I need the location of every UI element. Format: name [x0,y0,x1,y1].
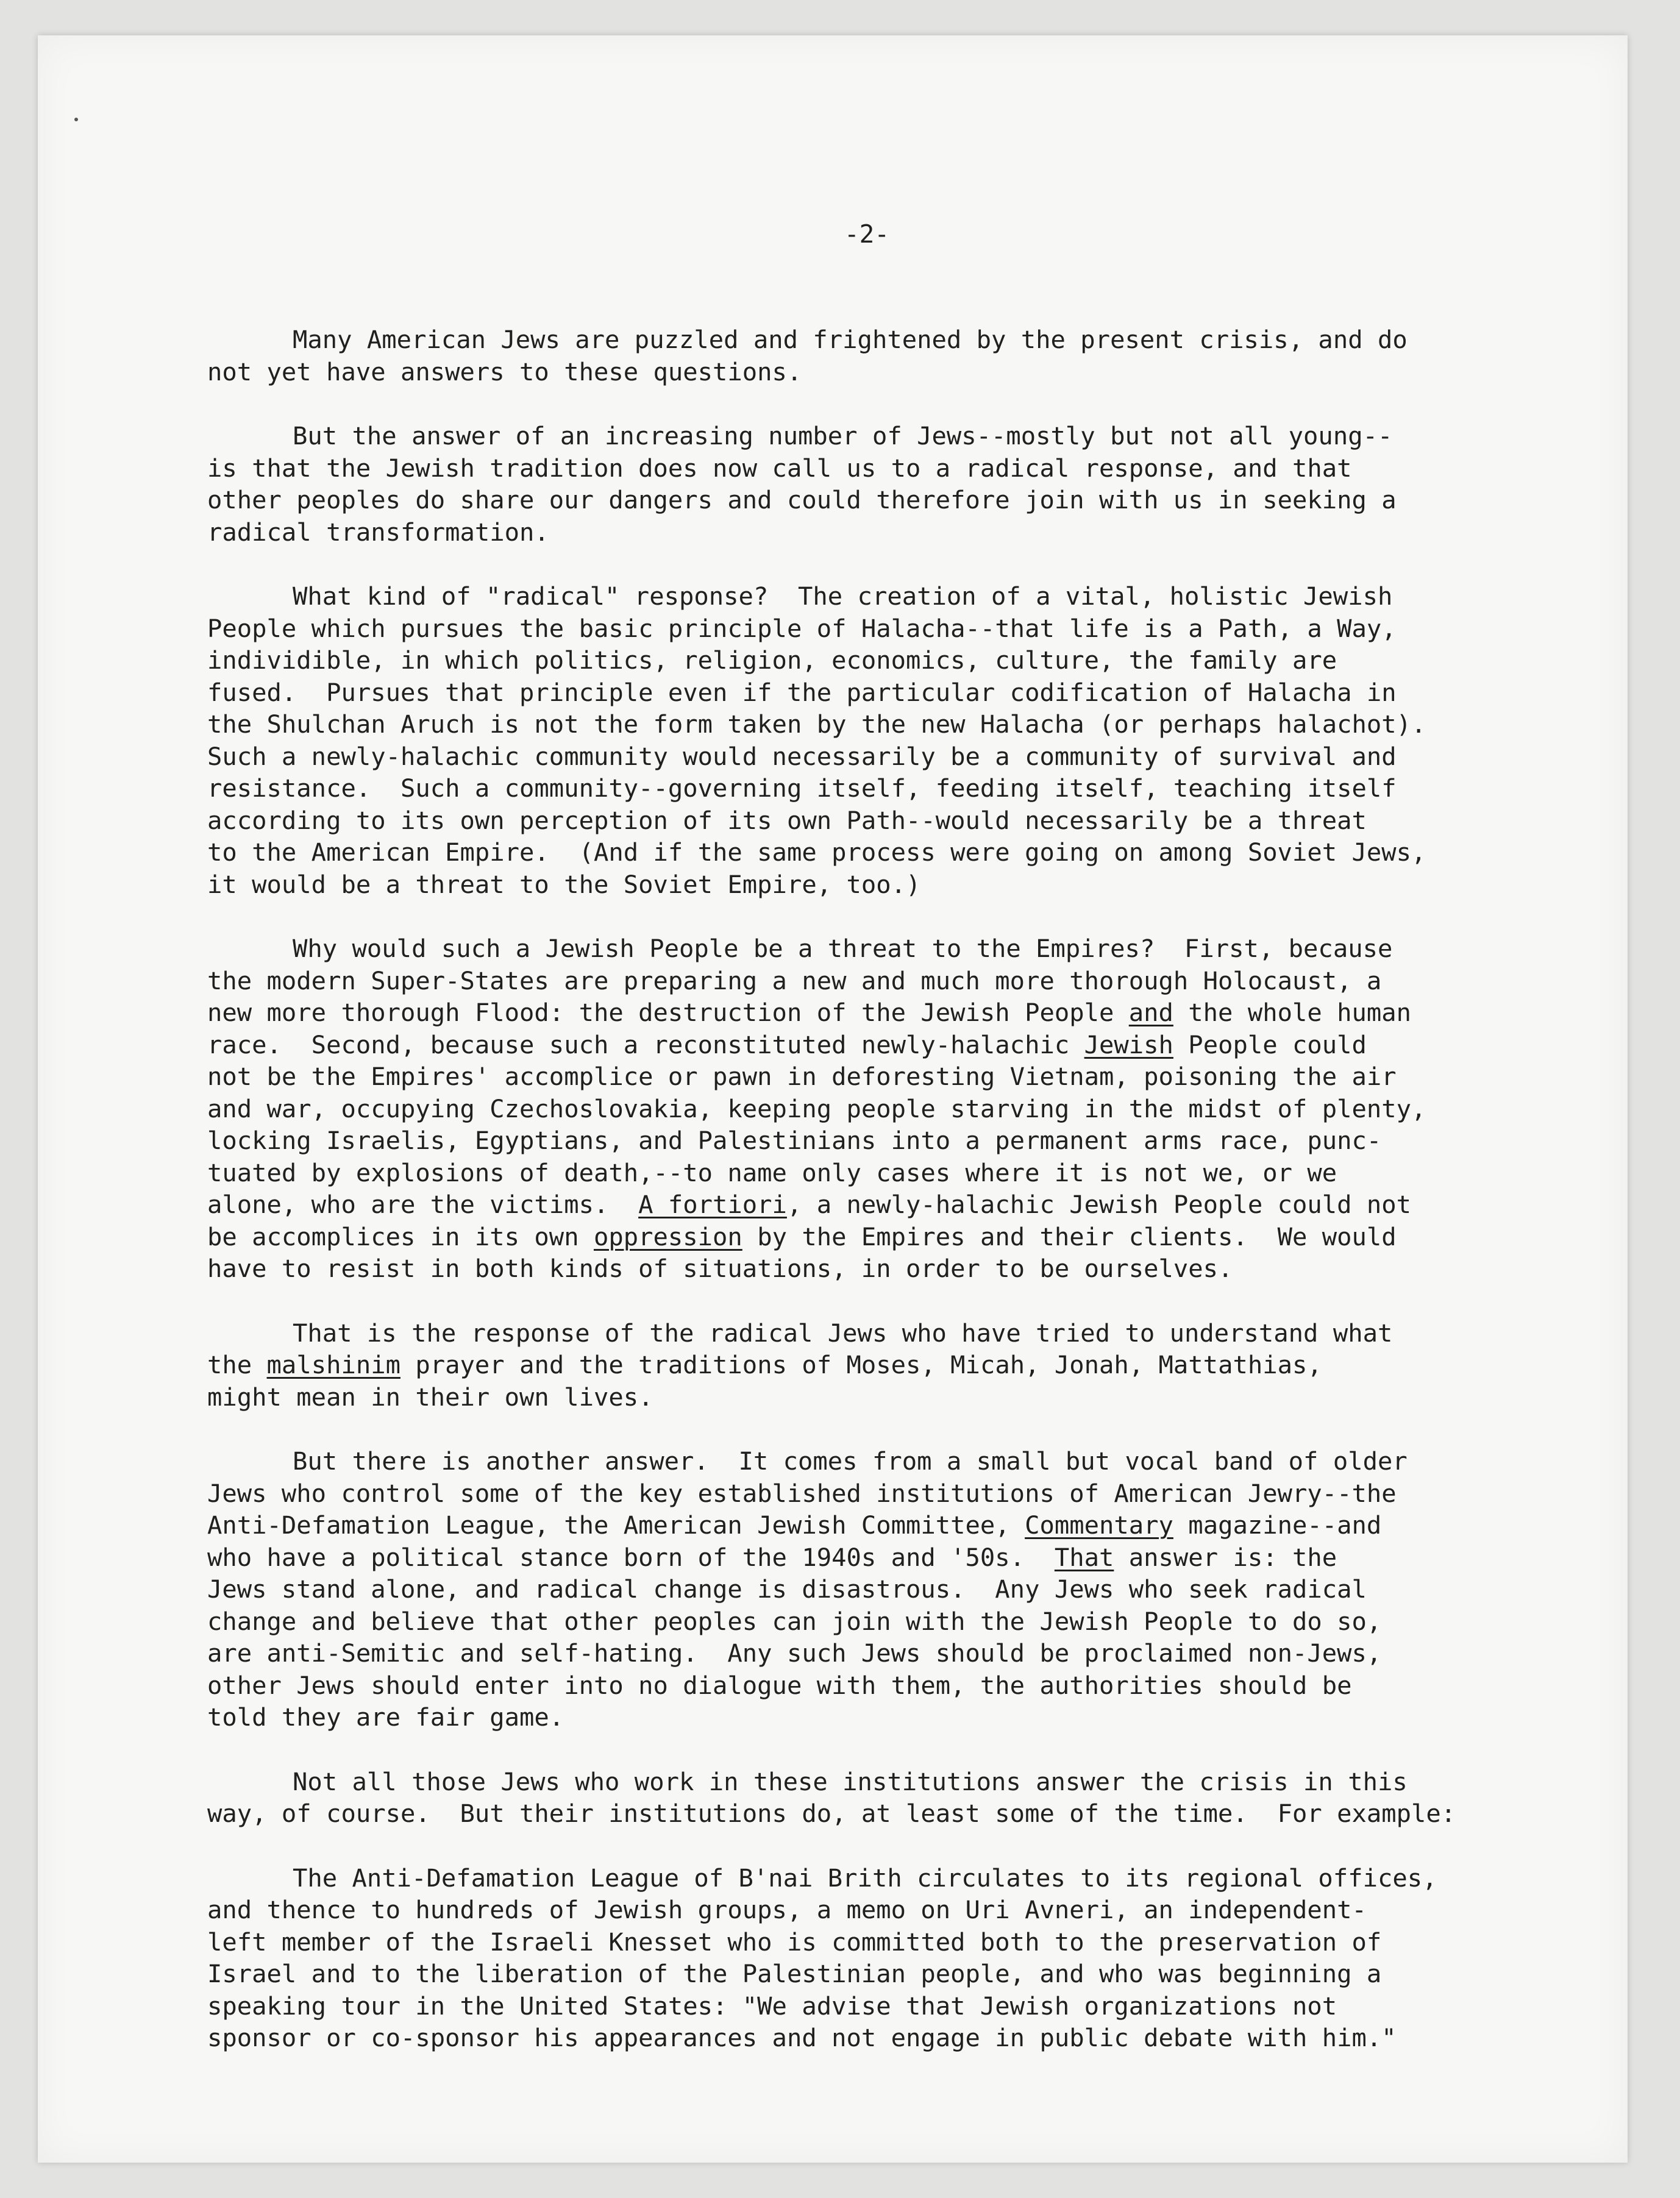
text-line [207,965,1585,997]
text-line [207,1701,1585,1734]
text-line [207,1189,1585,1221]
text-run: speaking tour in the United States: "We advise that Jewish organizations not [207,1991,1337,2021]
text-line [207,1221,1585,1253]
text-run: according to its own perception of its own Path--would necessarily be a threat [207,805,1367,835]
text-line [207,1253,1585,1285]
text-run: be accomplices in its own [207,1222,594,1251]
underlined-text: Commentary [1025,1510,1173,1540]
text-line [207,1990,1585,2022]
text-run: Anti-Defamation League, the American Jewish Committee, [207,1510,1025,1540]
text-run: Israel and to the liberation of the Palestinian people, and who was beginning a [207,1959,1382,1988]
text-run: way, of course. But their institutions do, at least some of the time. For example: [207,1799,1456,1828]
text-line [207,516,1585,549]
text-line [207,741,1585,773]
text-run: the [207,1350,267,1379]
paragraph [207,1317,1585,1414]
text-run: other Jews should enter into no dialogue with them, the authorities should be [207,1670,1352,1700]
text-run: Many American Jews are puzzled and frightened by the present crisis, and do [293,325,1408,354]
text-run: to the American Empire. (And if the same process were going on among Soviet Jews, [207,838,1426,867]
underlined-text: oppression [593,1222,742,1251]
text-run: resistance. Such a community--governing itself, feeding itself, teaching itself [207,774,1397,803]
underlined-text: That [1054,1542,1114,1572]
text-line [207,997,1585,1029]
text-line [207,1926,1585,1958]
text-run: radical transformation. [207,517,549,547]
text-run: the modern Super-States are preparing a new and much more thorough Holocaust, a [207,966,1382,995]
text-run: magazine--and [1173,1510,1382,1540]
text-run: might mean in their own lives. [207,1382,653,1412]
ink-speck [74,118,78,121]
paragraph [207,324,1585,388]
text-line [207,772,1585,805]
underlined-text: A fortiori [638,1190,787,1219]
text-run: prayer and the traditions of Moses, Micah, Jonah, Mattathias, [400,1350,1322,1379]
text-line [207,1606,1585,1638]
text-run: Jews stand alone, and radical change is disastrous. Any Jews who seek radical [207,1574,1367,1604]
text-line [207,1029,1585,1061]
text-line [207,1862,1585,1894]
text-run: is that the Jewish tradition does now call us to a radical response, and that [207,453,1352,483]
text-line [207,1958,1585,1990]
text-run: That is the response of the radical Jews who have tried to understand what [293,1318,1393,1348]
text-line [207,1798,1585,1830]
text-line [207,644,1585,677]
text-line [207,1573,1585,1606]
text-run: by the Empires and their clients. We would [742,1222,1397,1251]
text-run: it would be a threat to the Soviet Empire, too.) [207,869,921,899]
text-line [207,1317,1585,1350]
text-run: new more thorough Flood: the destruction of the Jewish People [207,998,1129,1027]
paragraph [207,1445,1585,1734]
text-line [207,1637,1585,1670]
text-run: sponsor or co-sponsor his appearances and not engage in public debate with him." [207,2023,1397,2052]
text-run: locking Israelis, Egyptians, and Palestinians into a permanent arms race, punc- [207,1126,1382,1155]
text-run: People could [1173,1030,1367,1059]
text-line [207,805,1585,837]
text-line [207,1509,1585,1542]
text-run: the Shulchan Aruch is not the form taken by the new Halacha (or perhaps halachot). [207,710,1426,739]
text-line [207,484,1585,516]
text-line [207,836,1585,869]
paragraph [207,1766,1585,1830]
text-run: and war, occupying Czechoslovakia, keeping people starving in the midst of plenty, [207,1094,1426,1123]
text-run: But the answer of an increasing number of Jews--mostly but not all young-- [293,421,1393,450]
text-run: who have a political stance born of the 1940s and '50s. [207,1542,1055,1572]
text-run: fused. Pursues that principle even if the particular codification of Halacha in [207,677,1397,707]
text-line [207,324,1585,356]
text-line [207,580,1585,613]
text-line [207,613,1585,645]
text-run: Such a newly-halachic community would necessarily be a community of survival and [207,741,1397,771]
text-run: and thence to hundreds of Jewish groups, a memo on Uri Avneri, an independent- [207,1895,1367,1924]
text-run: individible, in which politics, religion, economics, culture, the family are [207,646,1337,675]
text-line [207,708,1585,741]
paragraph [207,420,1585,548]
text-run: Jews who control some of the key established institutions of American Jewry--the [207,1478,1397,1508]
text-run: But there is another answer. It comes from a small but vocal band of older [293,1446,1408,1476]
text-line [207,869,1585,901]
text-run: left member of the Israeli Knesset who is committed both to the preservation of [207,1927,1382,1957]
text-run: the whole human [1173,998,1412,1027]
text-line [207,1542,1585,1574]
document-body [207,324,1585,2086]
text-run: alone, who are the victims. [207,1190,639,1219]
text-line [207,1381,1585,1414]
text-line [207,1478,1585,1510]
text-line [207,452,1585,485]
text-run: tuated by explosions of death,--to name only cases where it is not we, or we [207,1158,1337,1187]
text-run: The Anti-Defamation League of B'nai Brith circulates to its regional offices, [293,1863,1437,1893]
text-run: not be the Empires' accomplice or pawn in deforesting Vietnam, poisoning the air [207,1062,1397,1091]
paragraph [207,1862,1585,2054]
underlined-text: Jewish [1084,1030,1173,1059]
text-run: Why would such a Jewish People be a threat to the Empires? First, because [293,934,1393,963]
text-line [207,1349,1585,1381]
text-line [207,1766,1585,1798]
text-run: are anti-Semitic and self-hating. Any such Jews should be proclaimed non-Jews, [207,1638,1382,1668]
text-run: People which pursues the basic principle of Halacha--that life is a Path, a Way, [207,613,1397,643]
text-line [207,677,1585,709]
text-run: Not all those Jews who work in these institutions answer the crisis in this [293,1766,1408,1796]
paragraph [207,580,1585,900]
text-line [207,1894,1585,1926]
page-number: -2- [844,219,890,249]
paragraph [207,933,1585,1285]
text-line [207,1093,1585,1125]
text-run: race. Second, because such a reconstituted newly-halachic [207,1030,1084,1059]
text-run: told they are fair game. [207,1702,564,1732]
text-line [207,1670,1585,1702]
text-run: change and believe that other peoples can join with the Jewish People to do so, [207,1606,1382,1636]
text-line [207,420,1585,452]
text-run: What kind of "radical" response? The creation of a vital, holistic Jewish [293,582,1393,611]
text-line [207,2022,1585,2054]
text-run: not yet have answers to these questions. [207,357,802,386]
underlined-text: malshinim [266,1350,400,1379]
text-run: , a newly-halachic Jewish People could not [786,1190,1412,1219]
text-run: have to resist in both kinds of situations, in order to be ourselves. [207,1254,1233,1283]
text-line [207,1157,1585,1189]
text-line [207,1061,1585,1093]
text-line [207,933,1585,965]
text-run: other peoples do share our dangers and could therefore join with us in seeking a [207,485,1397,514]
text-line [207,356,1585,388]
text-run: answer is: the [1114,1542,1337,1572]
underlined-text: and [1128,998,1173,1027]
typewritten-page [38,35,1628,2163]
text-line [207,1125,1585,1157]
text-line [207,1445,1585,1478]
